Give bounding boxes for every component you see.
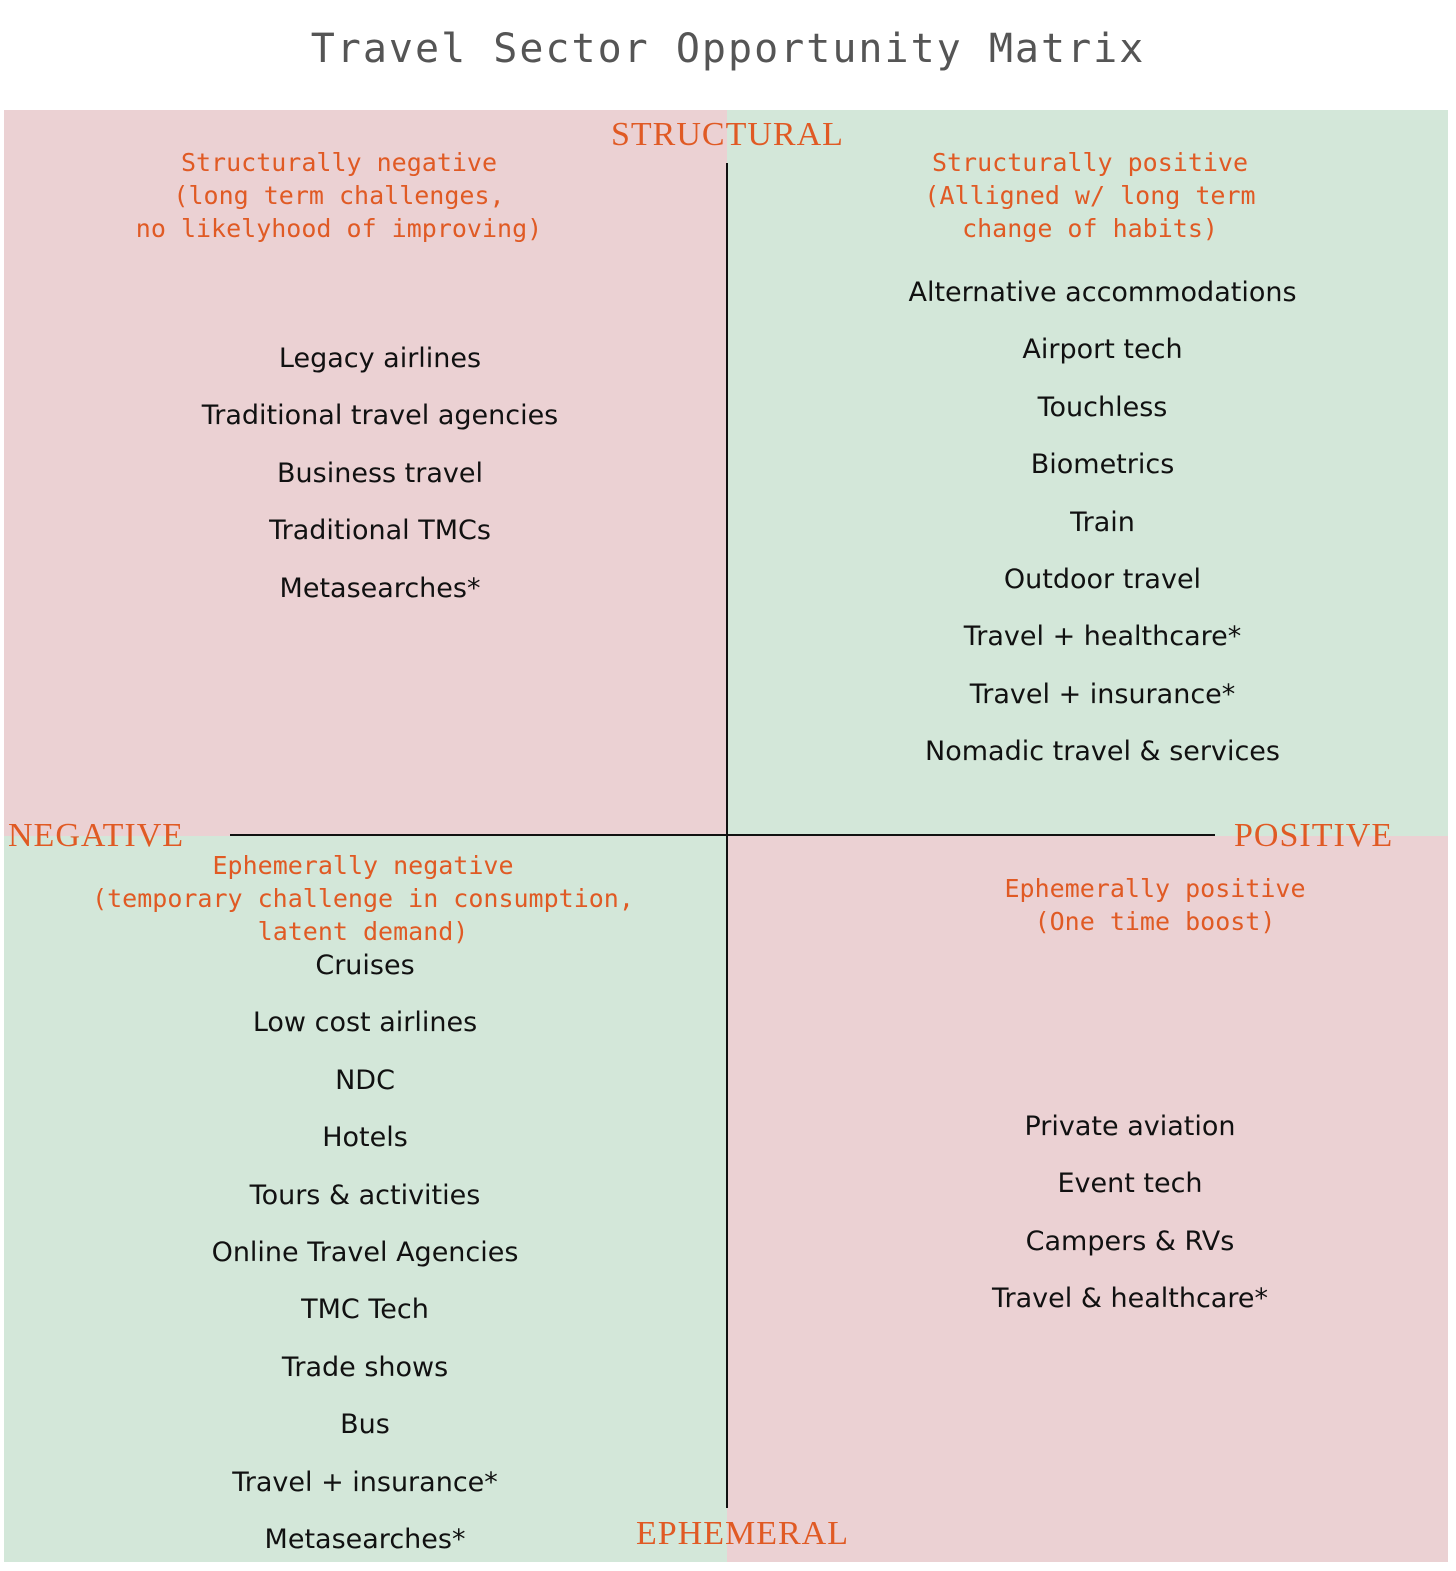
axis-label-negative: NEGATIVE — [8, 817, 185, 854]
list-item: Travel + insurance* — [969, 678, 1236, 710]
list-item: TMC Tech — [301, 1294, 429, 1326]
list-item: Metasearches* — [264, 1523, 466, 1555]
list-item: Bus — [340, 1409, 390, 1441]
list-item: Tours & activities — [249, 1179, 481, 1211]
page-title: Travel Sector Opportunity Matrix — [310, 26, 1146, 72]
list-item: Travel & healthcare* — [992, 1283, 1268, 1315]
heading-line: (temporary challenge in consumption, — [92, 884, 634, 913]
list-item: Traditional travel agencies — [201, 400, 559, 432]
list-item: Travel + healthcare* — [963, 621, 1242, 653]
list-item: Low cost airlines — [252, 1007, 478, 1039]
axis-label-ephemeral: EPHEMERAL — [636, 1515, 849, 1552]
list-item: Campers & RVs — [1025, 1225, 1235, 1257]
heading-ephemerally-positive — [930, 872, 1380, 938]
list-item: Airport tech — [1022, 334, 1183, 366]
axis-label-positive: POSITIVE — [1234, 817, 1394, 854]
list-item: Metasearches* — [279, 572, 481, 604]
axis-label-structural: STRUCTURAL — [611, 116, 844, 153]
heading-line: latent demand) — [257, 917, 469, 946]
list-item: Trade shows — [281, 1351, 449, 1383]
heading-line: Ephemerally positive — [1004, 874, 1306, 903]
list-item: Biometrics — [1030, 449, 1175, 481]
list-item: Outdoor travel — [1003, 563, 1202, 595]
list-item: Private aviation — [1024, 1111, 1236, 1142]
heading-line: Ephemerally negative — [212, 851, 514, 880]
heading-structurally-positive — [860, 146, 1320, 245]
list-ephemerally-negative — [165, 937, 565, 1568]
heading-line: Structurally positive — [931, 148, 1249, 177]
list-item: Train — [1070, 506, 1135, 538]
list-item: NDC — [335, 1064, 395, 1096]
heading-line: Structurally negative — [180, 148, 498, 177]
list-item: Traditional TMCs — [269, 515, 491, 547]
heading-line: (Alligned w/ long term — [924, 181, 1256, 210]
list-item: Event tech — [1057, 1168, 1203, 1200]
list-item: Cruises — [315, 950, 415, 981]
heading-line: change of habits) — [962, 214, 1218, 243]
heading-line: (long term challenges, — [173, 181, 505, 210]
list-item: Online Travel Agencies — [211, 1236, 519, 1268]
list-item: Touchless — [1037, 391, 1168, 423]
horizontal-axis — [230, 834, 1215, 836]
list-ephemerally-positive — [930, 1098, 1330, 1328]
list-item: Legacy airlines — [278, 343, 482, 374]
list-item: Alternative accommodations — [908, 277, 1297, 308]
heading-line: (One time boost) — [1034, 907, 1276, 936]
heading-structurally-negative — [4, 146, 674, 245]
list-structurally-negative — [180, 330, 580, 617]
heading-line: no likelyhood of improving) — [135, 214, 543, 243]
list-item: Nomadic travel & services — [925, 736, 1280, 768]
list-item: Travel + insurance* — [232, 1466, 498, 1498]
list-item: Hotels — [322, 1122, 408, 1154]
heading-ephemerally-negative — [4, 849, 722, 948]
list-item: Business travel — [277, 457, 483, 489]
list-structurally-positive — [880, 264, 1325, 781]
